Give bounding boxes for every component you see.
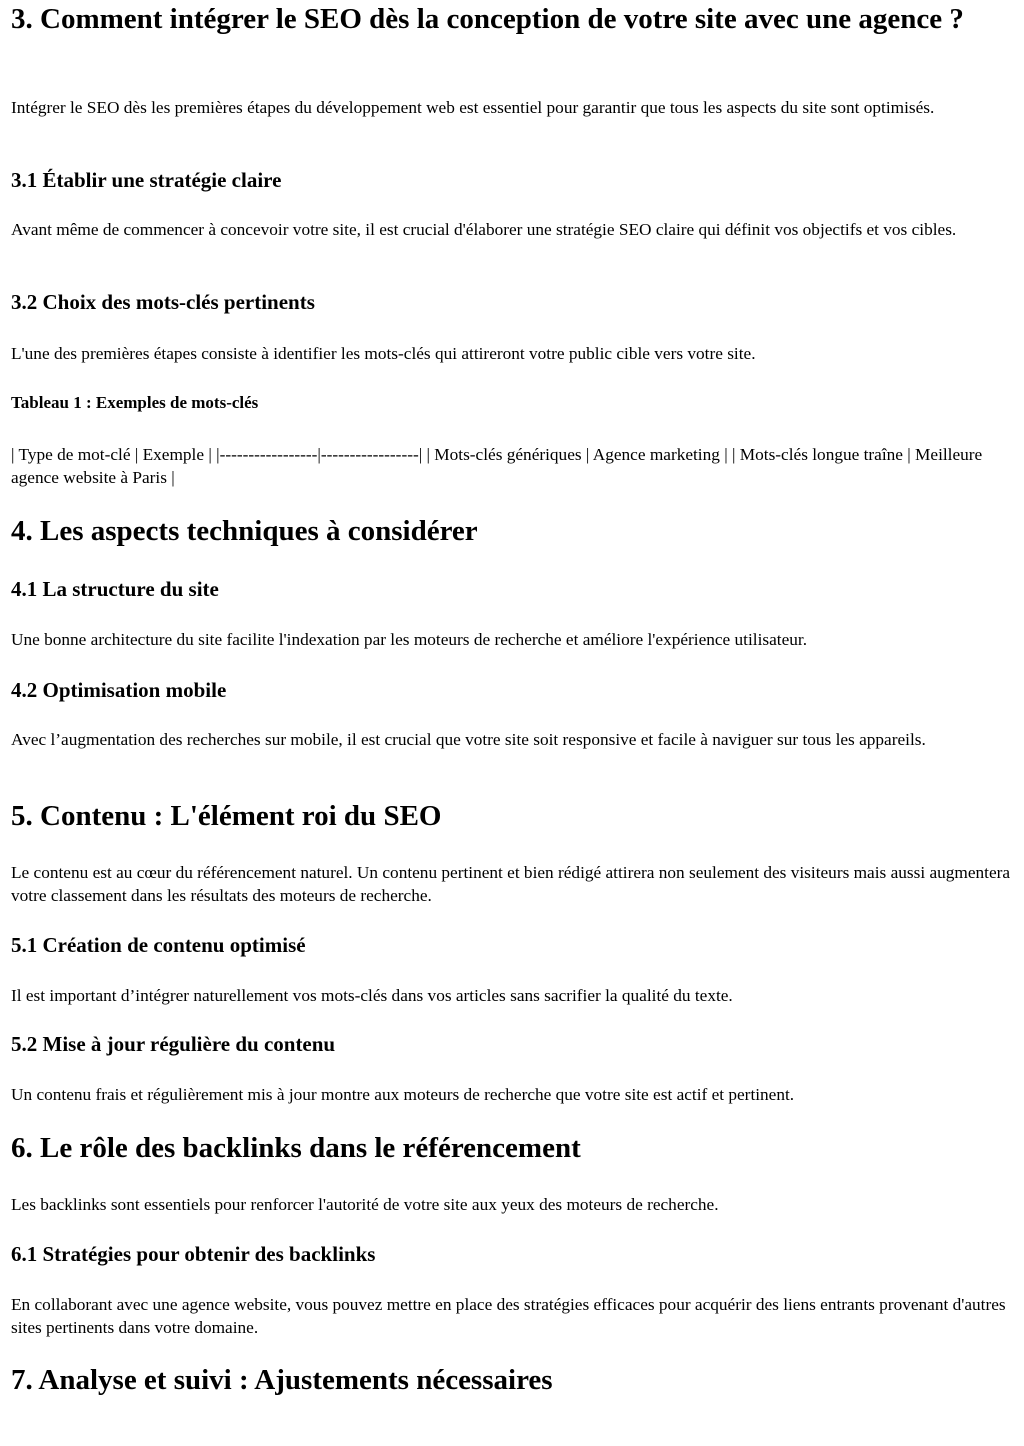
section-7-heading: 7. Analyse et suivi : Ajustements nécessaires bbox=[11, 1364, 553, 1396]
section-6-heading: 6. Le rôle des backlinks dans le référencement bbox=[11, 1132, 581, 1164]
section-5-heading: 5. Contenu : L'élément roi du SEO bbox=[11, 800, 442, 832]
section-5-2-heading: 5.2 Mise à jour régulière du contenu bbox=[11, 1032, 336, 1056]
section-3-intro: Intégrer le SEO dès les premières étapes du développement web est essentiel pour garantir que tous les aspects du site sont optimisés. bbox=[11, 98, 935, 117]
section-3-2-text: L'une des premières étapes consiste à identifier les mots-clés qui attireront votre public cible vers votre site. bbox=[11, 344, 756, 363]
section-5-1-heading: 5.1 Création de contenu optimisé bbox=[11, 933, 306, 957]
section-4-2-heading: 4.2 Optimisation mobile bbox=[11, 678, 227, 702]
keyword-table-raw: | Type de mot-clé | Exemple | |-----------------|-----------------| | Mots-clés génériques | Agence marketing | | Mots-clés longue traîne | Meilleure agence website à Paris | bbox=[11, 445, 983, 487]
section-3-2-heading: 3.2 Choix des mots-clés pertinents bbox=[11, 290, 315, 314]
section-3-1-text: Avant même de commencer à concevoir votre site, il est crucial d'élaborer une stratégie SEO claire qui définit vos objectifs et vos cibles. bbox=[11, 220, 957, 239]
section-4-1-text: Une bonne architecture du site facilite l'indexation par les moteurs de recherche et améliore l'expérience utilisateur. bbox=[11, 630, 808, 649]
section-6-1-heading: 6.1 Stratégies pour obtenir des backlinks bbox=[11, 1242, 376, 1266]
section-5-2-text: Un contenu frais et régulièrement mis à jour montre aux moteurs de recherche que votre site est actif et pertinent. bbox=[11, 1085, 795, 1104]
section-3-heading: 3. Comment intégrer le SEO dès la conception de votre site avec une agence ? bbox=[11, 3, 964, 35]
table-caption: Tableau 1 : Exemples de mots-clés bbox=[11, 393, 259, 412]
section-4-2-text: Avec l’augmentation des recherches sur mobile, il est crucial que votre site soit responsive et facile à naviguer sur tous les appareils. bbox=[11, 730, 926, 749]
section-4-1-heading: 4.1 La structure du site bbox=[11, 577, 219, 601]
section-6-1-text: En collaborant avec une agence website, vous pouvez mettre en place des stratégies efficaces pour acquérir des liens entrants provenant d'autres sites pertinents dans votre domaine. bbox=[11, 1295, 1006, 1337]
section-5-intro: Le contenu est au cœur du référencement naturel. Un contenu pertinent et bien rédigé attirera non seulement des visiteurs mais aussi augmentera votre classement dans les résultats des moteurs de recherche. bbox=[11, 863, 1011, 905]
section-6-intro: Les backlinks sont essentiels pour renforcer l'autorité de votre site aux yeux des moteurs de recherche. bbox=[11, 1195, 719, 1214]
section-3-1-heading: 3.1 Établir une stratégie claire bbox=[11, 168, 282, 192]
section-4-heading: 4. Les aspects techniques à considérer bbox=[11, 515, 478, 547]
section-5-1-text: Il est important d’intégrer naturellement vos mots-clés dans vos articles sans sacrifier la qualité du texte. bbox=[11, 986, 733, 1005]
